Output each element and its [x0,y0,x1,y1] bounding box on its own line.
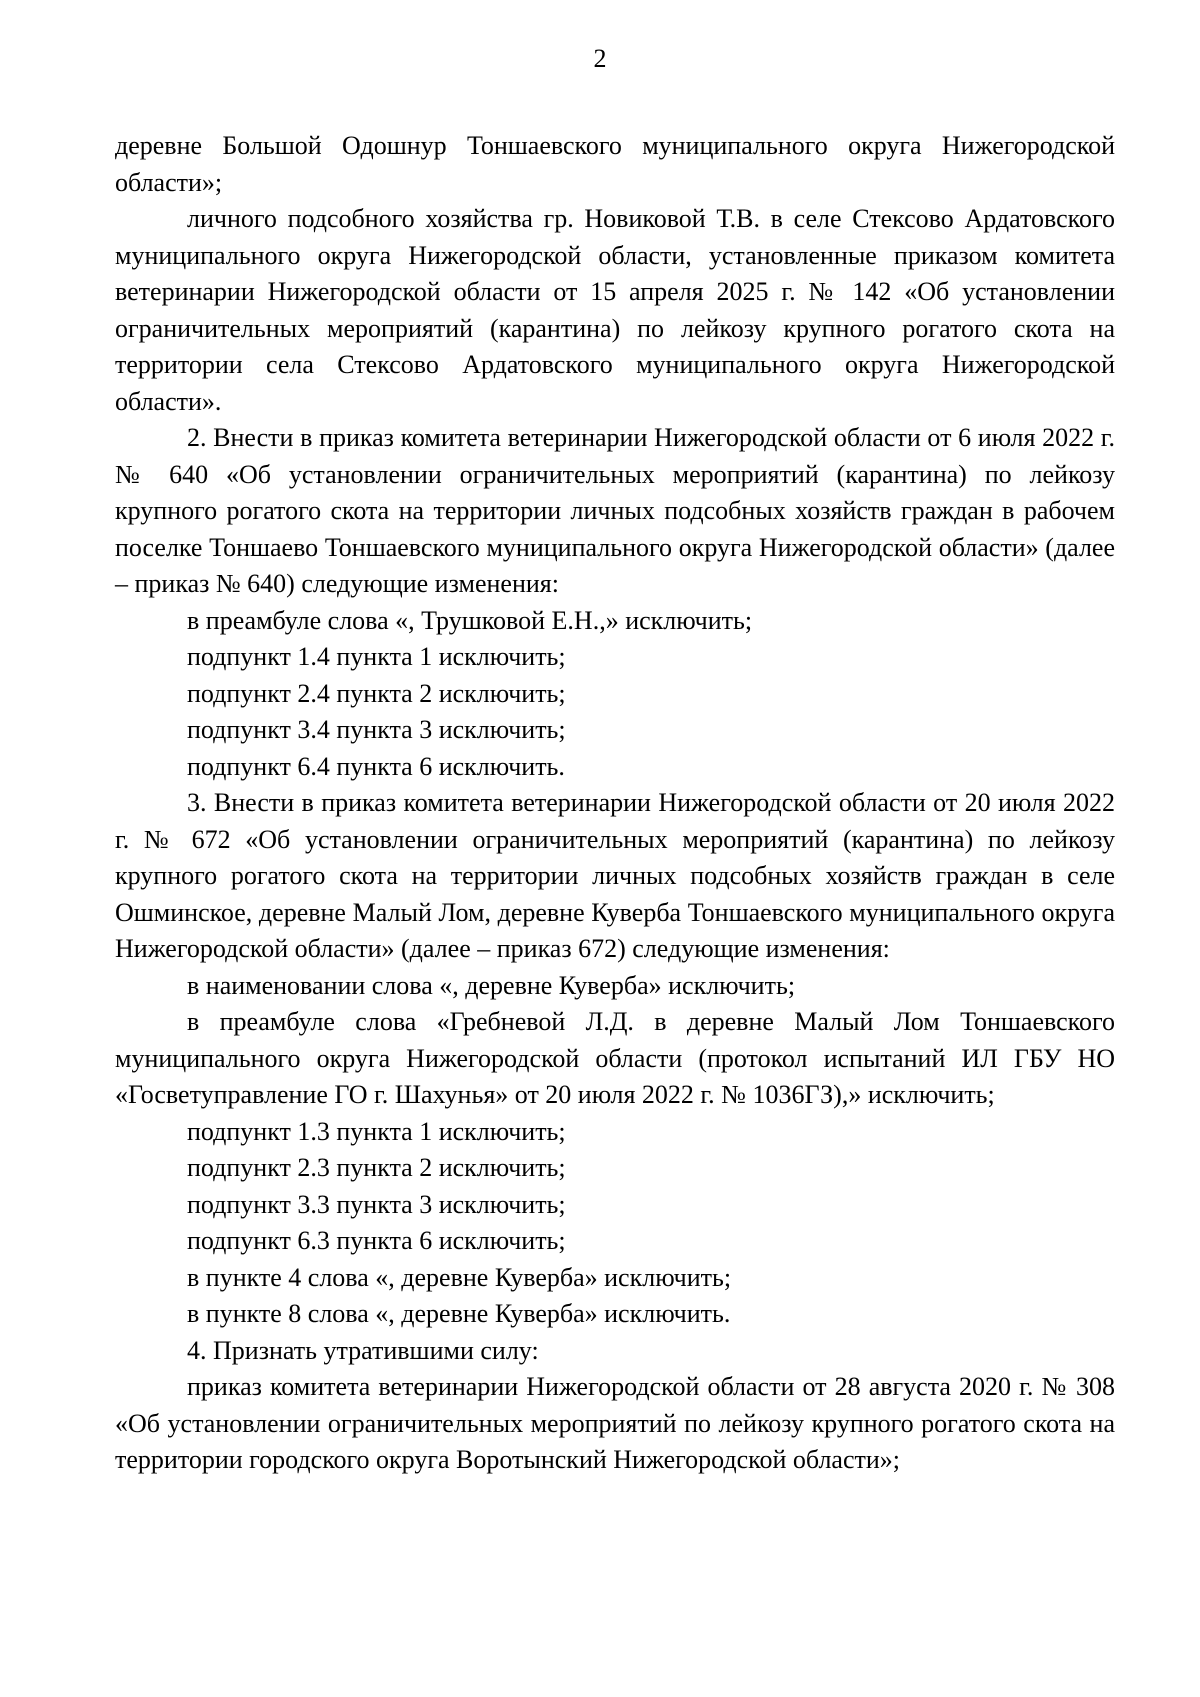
paragraph: в наименовании слова «, деревне Куверба» исключить; [187,970,796,1000]
paragraph: личного подсобного хозяйства гр. Новиковой Т.В. в селе Стексово Ардатовского муниципального округа Нижегородской области, установленные приказом комитета ветеринарии Нижегородской области от 15 апреля 2025 г. № 142 «Об установлении ограничительных мероприятий (карантина) по лейкозу крупного рогатого скота на территории села Стексово Ардатовского муниципального округа Нижегородской области». [115,204,1115,416]
paragraph: подпункт 6.3 пункта 6 исключить; [187,1226,566,1255]
paragraph: подпункт 2.3 пункта 2 исключить; [187,1153,566,1182]
paragraph: подпункт 1.4 пункта 1 исключить; [187,642,566,671]
paragraph: 3. Внести в приказ комитета ветеринарии Нижегородской области от 20 июля 2022 г. № 672 «Об установлении ограничительных мероприятий (карантина) по лейкозу крупного рогатого скота на территории личных подсобных хозяйств граждан в селе Ошминское, деревне Малый Лом, деревне Куверба Тоншаевского муниципального округа Нижегородской области» (далее – приказ 672) следующие изменения: [115,788,1115,963]
paragraph: 4. Признать утратившими силу: [187,1335,539,1365]
paragraph: в преамбуле слова «Гребневой Л.Д. в деревне Малый Лом Тоншаевского муниципального округа Нижегородской области (протокол испытаний ИЛ ГБУ НО «Госветуправление ГО г. Шахунья» от 20 июля 2022 г. № 1036ГЗ),» исключить; [115,1007,1115,1109]
paragraph: деревне Большой Одошнур Тоншаевского муниципального округа Нижегородской области»; [115,131,1115,197]
paragraph: подпункт 3.3 пункта 3 исключить; [187,1189,566,1219]
document-body [115,128,1115,1479]
paragraph: подпункт 1.3 пункта 1 исключить; [187,1116,566,1146]
paragraph: в преамбуле слова «, Трушковой Е.Н.,» исключить; [187,605,753,635]
paragraph: подпункт 3.4 пункта 3 исключить; [187,715,566,744]
page-number: 2 [593,44,607,73]
paragraph: 2. Внести в приказ комитета ветеринарии Нижегородской области от 6 июля 2022 г. № 640 «Об установлении ограничительных мероприятий (карантина) по лейкозу крупного рогатого скота на территории личных подсобных хозяйств граждан в рабочем поселке Тоншаево Тоншаевского муниципального округа Нижегородской области» (далее – приказ № 640) следующие изменения: [115,423,1115,598]
paragraph: в пункте 4 слова «, деревне Куверба» исключить; [187,1262,732,1292]
paragraph: в пункте 8 слова «, деревне Куверба» исключить. [187,1299,731,1328]
paragraph: приказ комитета ветеринарии Нижегородской области от 28 августа 2020 г. № 308 «Об установлении ограничительных мероприятий по лейкозу крупного рогатого скота на территории городского округа Воротынский Нижегородской области»; [115,1372,1115,1474]
paragraph: подпункт 2.4 пункта 2 исключить; [187,678,566,708]
paragraph: подпункт 6.4 пункта 6 исключить. [187,751,565,781]
